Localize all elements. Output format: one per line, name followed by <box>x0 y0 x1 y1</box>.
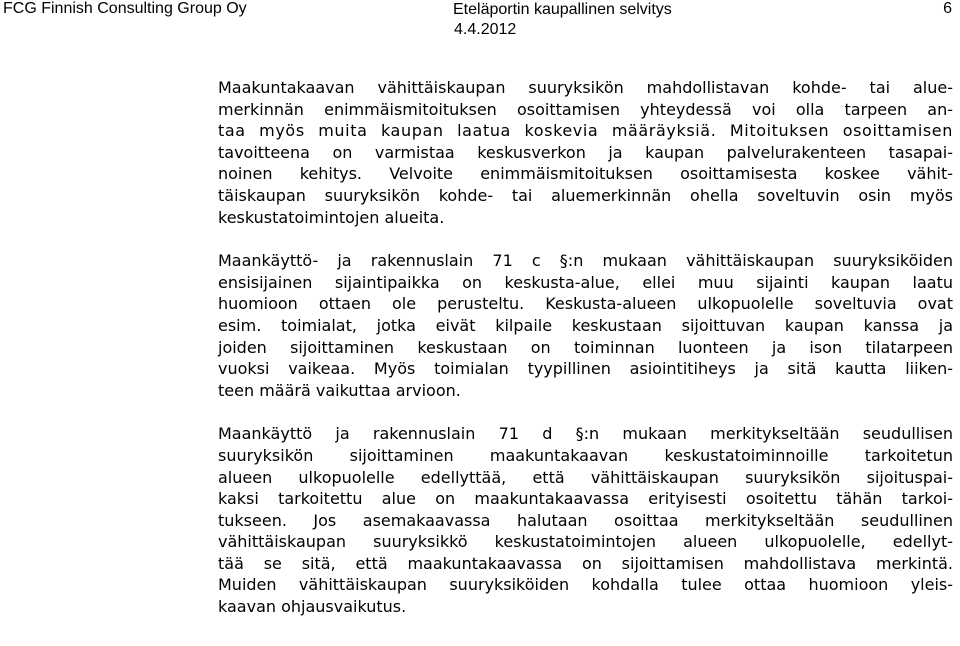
text-line: Muiden vähittäiskaupan suuryksiköiden kohdalla tulee ottaa huomioon yleis- <box>218 575 953 595</box>
text-line: tavoitteena on varmistaa keskusverkon ja kaupan palvelurakenteen tasapai- <box>218 142 953 162</box>
text-line: esim. toimialat, jotka eivät kilpaile keskustaan sijoittuvan kaupan kanssa ja <box>218 315 953 335</box>
text-line: Maakuntakaavan vähittäiskaupan suuryksikön mahdollistavan kohde- tai alue- <box>218 78 953 97</box>
text-line: taa myös muita kaupan laatua koskevia määräyksiä. Mitoituksen osoittamisen <box>218 121 953 141</box>
company-name: FCG Finnish Consulting Group Oy <box>3 0 247 17</box>
text-line: Maankäyttö- ja rakennuslain 71 c §:n mukaan vähittäiskaupan suuryksiköiden <box>218 251 953 271</box>
text-line: huomioon ottaen ole perusteltu. Keskusta-alueen ulkopuolelle soveltuvia ovat <box>218 294 953 314</box>
text-line: keskustatoimintojen alueita. <box>218 207 445 227</box>
document-title: Eteläportin kaupallinen selvitys <box>453 1 672 18</box>
paragraph <box>218 250 953 401</box>
text-line: joiden sijoittaminen keskustaan on toiminnan luonteen ja ison tilatarpeen <box>218 337 953 357</box>
document-title-block <box>453 0 672 40</box>
text-line: kaavan ohjausvaikutus. <box>218 597 407 617</box>
text-line: Maankäyttö ja rakennuslain 71 d §:n mukaan merkitykseltään seudullisen <box>218 424 953 444</box>
text-line: täiskaupan suuryksikön kohde- tai aluemerkinnän ohella soveltuvin osin myös <box>218 185 953 205</box>
text-line: teen määrä vaikuttaa arvioon. <box>218 380 461 400</box>
paragraph <box>218 423 953 617</box>
text-line: suuryksikön sijoittaminen maakuntakaavan keskustatoiminnoille tarkoitetun <box>218 445 953 465</box>
text-line: noinen kehitys. Velvoite enimmäismitoituksen osoittamisesta koskee vähit- <box>218 164 953 184</box>
page-number: 6 <box>943 0 952 17</box>
text-line: tukseen. Jos asemakaavassa halutaan osoittaa merkitykseltään seudullinen <box>218 510 953 530</box>
text-line: merkinnän enimmäismitoituksen osoittamisen yhteydessä voi olla tarpeen an- <box>218 99 953 119</box>
text-line: alueen ulkopuolelle edellyttää, että vähittäiskaupan suuryksikön sijoituspai- <box>218 467 953 487</box>
text-line: vuoksi vaikeaa. Myös toimialan tyypillinen asiointitiheys ja sitä kautta liiken- <box>218 359 953 379</box>
text-line: ensisijainen sijaintipaikka on keskusta-alue, ellei muu sijainti kaupan laatu <box>218 272 953 292</box>
page-header <box>0 0 960 44</box>
paragraph <box>218 77 953 228</box>
text-line: vähittäiskaupan suuryksikkö keskustatoimintojen alueen ulkopuolelle, edellyt- <box>218 532 953 552</box>
document-date: 4.4.2012 <box>454 21 517 38</box>
text-line: tää se sitä, että maakuntakaavassa on sijoittamisen mahdollistava merkintä. <box>218 553 953 573</box>
text-line: kaksi tarkoitettu alue on maakuntakaavassa erityisesti osoitettu tähän tarkoi- <box>218 489 953 509</box>
document-body <box>218 77 953 640</box>
